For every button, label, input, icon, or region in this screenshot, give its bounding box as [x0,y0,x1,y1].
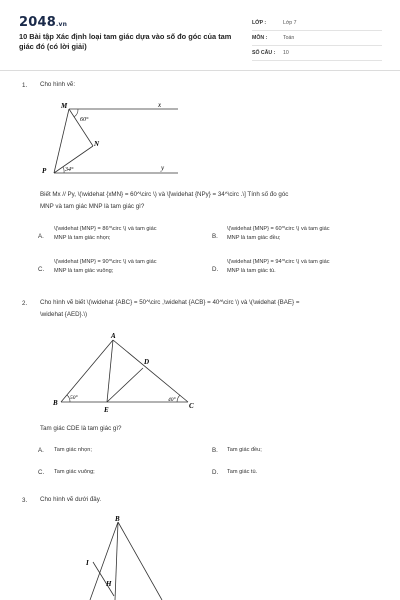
option-line: MNP là tam giác đều; [227,235,281,241]
label-c: C [189,402,194,410]
q3-intro: Cho hình vẽ dưới đây. [40,496,102,503]
q1-option-d[interactable] [227,258,330,276]
q1-option-a[interactable] [54,225,157,243]
meta-row-class [252,16,382,31]
q1-option-c-letter[interactable]: C. [38,266,45,273]
q2-option-d-letter[interactable]: D. [212,469,219,476]
label-i: I [86,559,89,567]
option-line: MNP là tam giác nhọn; [54,235,111,241]
option-line: \(\widehat {MNP} = 94^\circ \) và tam giác [227,259,330,265]
option-line: MNP là tam giác vuông; [54,268,114,274]
meta-row-count [252,46,382,61]
segment-b-right [118,522,162,600]
q2-option-b[interactable]: Tam giác đều; [227,447,262,453]
segment-b-down [115,522,118,600]
angle-label-c: 40° [168,397,176,403]
meta-table [252,16,382,61]
meta-value: 10 [283,50,289,56]
label-y: y [161,164,165,172]
option-line: \(\widehat {MNP} = 86^\circ \) và tam giác [54,226,157,232]
meta-row-subject [252,31,382,46]
segment-ae [107,340,113,402]
q2-option-a[interactable]: Tam giác nhọn; [54,447,92,453]
q2-option-c-letter[interactable]: C. [38,469,45,476]
q2-option-c[interactable]: Tam giác vuông; [54,469,95,475]
q2-option-b-letter[interactable]: B. [212,447,218,454]
angle-label-b: 50° [70,395,78,401]
angle-arc-c [177,395,180,402]
segment-b-left [90,522,118,600]
label-b: B [53,399,58,407]
label-h: H [106,580,112,588]
q3-figure [70,510,180,600]
angle-label-p: 34° [65,167,74,173]
q1-text-line2: MNP và tam giác MNP là tam giác gì? [40,203,145,210]
label-m: M [61,102,68,110]
q2-question: Tam giác CDE là tam giác gì? [40,425,122,432]
q2-option-d[interactable]: Tam giác tù. [227,469,258,475]
angle-arc-m [74,109,78,117]
segment-np [54,146,93,173]
angle-arc-p [63,167,64,173]
segment-ac [113,340,188,402]
meta-key: MÔN : [252,35,268,41]
segment-ih [93,562,114,596]
q1-option-b-letter[interactable]: B. [212,233,218,240]
option-line: MNP là tam giác tù. [227,268,276,274]
label-d: D [144,358,150,366]
q1-figure [38,100,188,180]
q1-option-a-letter[interactable]: A. [38,233,44,240]
meta-value: Toán [283,35,295,41]
segment-mn [69,109,93,146]
q1-text-line1: Biết Mx // Py, \(\widehat {xMN} = 60^\circ \) và \[\widehat {NPy} = 34^\circ .\] Tính số đo góc [40,191,289,198]
q2-text-line2: \widehat {AED}.\) [40,311,88,318]
label-e: E [104,406,109,414]
segment-ab [61,340,113,402]
site-logo[interactable]: 2048.vn [19,15,68,30]
label-a: A [111,332,116,340]
label-b: B [115,515,120,523]
q1-option-b[interactable] [227,225,330,243]
segment-ed [107,368,143,402]
label-p: P [42,167,47,175]
q1-option-c[interactable] [54,258,157,276]
document-title: 10 Bài tập Xác định loại tam giác dựa vào số đo góc của tam giác đó (có lời giải) [19,32,232,51]
q2-number: 2. [22,300,28,307]
meta-key: LỚP : [252,20,267,26]
q1-option-d-letter[interactable]: D. [212,266,219,273]
q2-figure [48,328,208,418]
option-line: \(\widehat {MNP} = 90^\circ \) và tam giác [54,259,157,265]
q1-number: 1. [22,82,28,89]
label-x: x [158,101,162,109]
q2-text-line1: Cho hình vẽ biết \(\widehat {ABC} = 50^\circ ,\widehat {ACB} = 40^\circ \) và \(\widehat {BAE} = [40,299,300,306]
label-n: N [94,140,100,148]
q2-option-a-letter[interactable]: A. [38,447,44,454]
option-line: \(\widehat {MNP} = 60^\circ \) và tam giác [227,226,330,232]
header-divider [0,70,400,71]
q3-number: 3. [22,497,28,504]
meta-value: Lớp 7 [283,20,297,26]
angle-label-m: 60° [80,117,89,123]
q1-intro: Cho hình vẽ: [40,81,76,88]
meta-key: SỐ CÂU : [252,50,276,56]
segment-mp [54,109,69,173]
